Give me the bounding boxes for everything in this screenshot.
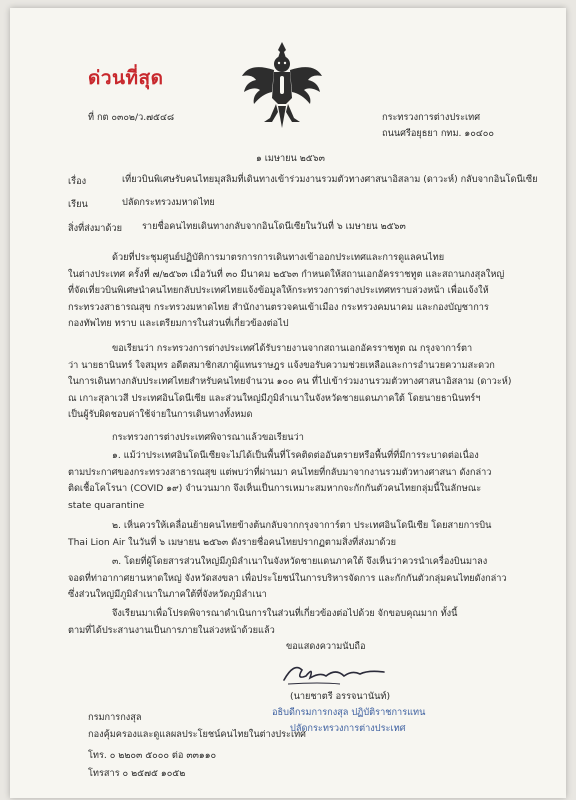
regards-text: ขอแสดงความนับถือ xyxy=(286,641,366,652)
footer-department: กรมการกงสุล xyxy=(88,712,142,723)
signatory-name: (นายชาตรี อรรจนานันท์) xyxy=(290,691,391,702)
signatory-title-2: ปลัดกระทรวงการต่างประเทศ xyxy=(290,723,406,734)
text-line: ซึ่งส่วนใหญ่มีภูมิลำเนาในภาคใต้ที่จังหวัดภูมิลำเนา xyxy=(68,589,267,600)
text-line: ณ เกาะสุลาเวสี ประเทศอินโดนีเซีย และส่วนใหญ่มีภูมิลำเนาในจังหวัดชายแดนภาคใต้ โดยนายธานินทร์ฯ xyxy=(68,392,481,404)
text-line: กระทรวงการต่างประเทศพิจารณาแล้วขอเรียนว่า xyxy=(112,432,304,443)
office-name: กระทรวงการต่างประเทศ xyxy=(382,112,481,123)
text-line: ๓. โดยที่ผู้โดยสารส่วนใหญ่มีภูมิลำเนาในจังหวัดชายแดนภาคใต้ จึงเห็นว่าควรนำเครื่องบินมาลง xyxy=(112,556,488,567)
signature-scribble-icon xyxy=(280,658,390,688)
attachment-label: สิ่งที่ส่งมาด้วย xyxy=(68,223,122,234)
document-number: ที่ กต ๐๓๐๒/ว.๗๕๔๘ xyxy=(88,112,175,123)
recipient-text: ปลัดกระทรวงมหาดไทย xyxy=(122,197,215,208)
paragraph-3-intro xyxy=(68,430,524,447)
recipient-label: เรียน xyxy=(68,199,88,210)
subject-label: เรื่อง xyxy=(68,176,87,187)
paragraph-2 xyxy=(68,341,524,424)
subject-text: เที่ยวบินพิเศษรับคนไทยมุสลิมที่เดินทางเข้าร่วมงานรวมตัวทางศาสนาอิสลาม (ดาวะห์) กลับจากอินโดนีเซีย xyxy=(122,174,538,185)
text-line: จึงเรียนมาเพื่อโปรดพิจารณาดำเนินการในส่วนที่เกี่ยวข้องต่อไปด้วย จักขอบคุณมาก ทั้งนี้ xyxy=(112,608,458,619)
letter-page xyxy=(10,8,566,798)
point-1 xyxy=(68,448,524,514)
text-line: ในการเดินทางกลับประเทศไทยสำหรับคนไทยจำนวน ๑๐๐ คน ที่ไปเข้าร่วมงานรวมตัวทางศาสนาอิสลาม (ดาวะห์) xyxy=(68,376,512,387)
text-line: state quarantine xyxy=(68,499,145,511)
footer-division: กองคุ้มครองและดูแลผลประโยชน์คนไทยในต่างประเทศ xyxy=(88,729,307,740)
footer-phone: โทร. ๐ ๒๒๐๓ ๕๐๐๐ ต่อ ๓๓๑๑๐ xyxy=(88,750,217,761)
paragraph-1 xyxy=(68,250,524,333)
point-3 xyxy=(68,554,524,604)
text-line: ตามที่ได้ประสานงานเป็นการภายในล่วงหน้าด้วยแล้ว xyxy=(68,624,275,636)
text-line: ๑. แม้ว่าประเทศอินโดนีเซียจะไม่ได้เป็นพื้นที่โรคติดต่ออันตรายหรือพื้นที่ที่มีการระบาดต่อเนื่อง xyxy=(112,450,479,461)
point-2 xyxy=(68,518,524,551)
text-line: ตามประกาศของกระทรวงสาธารณสุข แต่พบว่าที่ผ่านมา คนไทยที่กลับมาจากงานรวมตัวทางศาสนา ดังกล่าว xyxy=(68,466,492,478)
text-line: ว่า นายธานินทร์ ใจสมุทร อดีตสมาชิกสภาผู้แทนราษฎร แจ้งขอรับความช่วยเหลือและการอำนวยความสะดวก xyxy=(68,359,495,371)
text-line: ๒. เห็นควรให้เคลื่อนย้ายคนไทยข้างต้นกลับจากกรุงจาการ์ตา ประเทศอินโดนีเซีย โดยสายการบิน xyxy=(112,520,492,531)
signatory-title-1: อธิบดีกรมการกงสุล ปฏิบัติราชการแทน xyxy=(272,707,426,718)
text-line: ที่จัดเที่ยวบินพิเศษนำคนไทยกลับประเทศไทยแจ้งข้อมูลให้กระทรวงการต่างประเทศทราบล่วงหน้า เพื่อแจ้งให้ xyxy=(68,285,489,296)
urgency-label: ด่วนที่สุด xyxy=(88,67,164,89)
text-line: ด้วยที่ประชุมศูนย์ปฏิบัติการมาตรการการเดินทางเข้าออกประเทศและการดูแลคนไทย xyxy=(112,252,445,263)
text-line: ขอเรียนว่า กระทรวงการต่างประเทศได้รับรายงานจากสถานเอกอัครราชทูต ณ กรุงจาการ์ตา xyxy=(112,343,473,354)
office-address: ถนนศรีอยุธยา กทม. ๑๐๔๐๐ xyxy=(382,128,494,139)
attachment-text: รายชื่อคนไทยเดินทางกลับจากอินโดนีเซียในวันที่ ๖ เมษายน ๒๕๖๓ xyxy=(142,221,406,232)
text-line: กระทรวงสาธารณสุข กระทรวงมหาดไทย สำนักงานตรวจคนเข้าเมือง กระทรวงคมนาคม และกองบัญชาการ xyxy=(68,301,489,313)
letter-date: ๑ เมษายน ๒๕๖๓ xyxy=(256,153,325,164)
closing-paragraph xyxy=(68,606,524,639)
text-line: จอดที่ท่าอากาศยานหาดใหญ่ จังหวัดสงขลา เพื่อประโยชน์ในการบริหารจัดการ และกักกันตัวกลุ่มคนไทยดังกล่าว xyxy=(68,572,507,584)
garuda-emblem-icon xyxy=(240,40,324,130)
text-line: ติดเชื้อโคโรนา (COVID ๑๙) จำนวนมาก จึงเห็นเป็นการเหมาะสมหากจะกักกันตัวคนไทยกลุ่มนี้ในลักษณะ xyxy=(68,483,482,494)
text-line: เป็นผู้รับผิดชอบค่าใช้จ่ายในการเดินทางทั้งหมด xyxy=(68,409,253,420)
text-line: กองทัพไทย ทราบ และเตรียมการในส่วนที่เกี่ยวข้องต่อไป xyxy=(68,318,289,329)
footer-fax: โทรสาร ๐ ๒๕๗๕ ๑๐๕๒ xyxy=(88,768,186,779)
text-line: ในต่างประเทศ ครั้งที่ ๗/๒๕๖๓ เมื่อวันที่ ๓๐ มีนาคม ๒๕๖๓ กำหนดให้สถานเอกอัครราชทูต และสถานกงสุลใหญ่ xyxy=(68,268,505,280)
text-line: Thai Lion Air ในวันที่ ๖ เมษายน ๒๕๖๓ ดังรายชื่อคนไทยปรากฏตามสิ่งที่ส่งมาด้วย xyxy=(68,536,397,548)
